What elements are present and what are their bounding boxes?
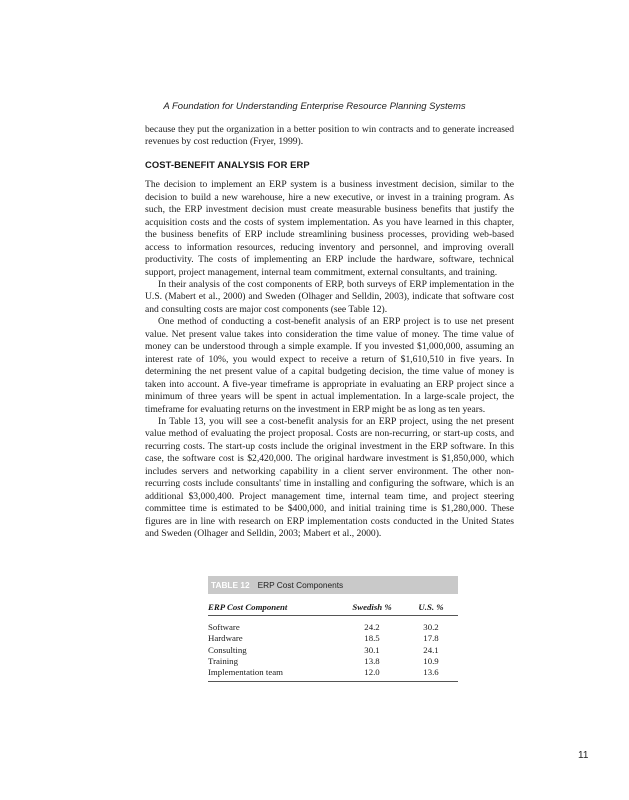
paragraph-continued: because they put the organization in a better position to win contracts and to generate increased revenues by cost reduction (Fryer, 1999). [145,124,514,148]
cell-component: Implementation team [208,667,340,682]
table-caption [208,576,458,594]
cell-us: 30.2 [423,622,439,632]
page-number: 11 [578,750,589,761]
table-label: TABLE 12 [211,580,250,590]
cost-table [208,600,458,682]
cell-swedish: 18.5 [364,633,380,644]
cell-us: 17.8 [423,633,439,644]
cell-us: 10.9 [423,655,439,666]
cell-component: Software [208,622,240,632]
paragraph-4: In Table 13, you will see a cost-benefit analysis for an ERP project, using the net present value method of evaluating the project proposal. Costs are non-recurring, or start-up costs, and recurring costs. The start-up costs include the original investment in the ERP software. In this case, the software cost is $2,420,000. The original hardware investment is $1,850,000, which includes servers and networking capability in a client server environment. The other non-recurring costs include consultants' time in installing and configuring the software, which is an additional $3,000,400. Project management time, internal team time, and project steering committee time is estimated to be $400,000, and initial training time is $1,280,000. These figures are in line with research on ERP implementation costs conducted in the United States and Sweden (Olhager and Selldin, 2003; Mabert et al., 2000). [145,415,514,540]
table-row [208,633,458,644]
header-us: U.S. % [404,600,458,616]
table-row [208,645,458,656]
table-row [208,656,458,667]
cell-swedish: 12.0 [340,667,404,682]
paragraph-2: In their analysis of the cost components of ERP, both surveys of ERP implementation in the U.S. (Mabert et al., 2000) and Sweden (Olhager and Selldin, 2003), indicate that software cost and consulting costs are major cost components (see Table 12). [145,278,514,315]
cell-swedish: 24.2 [364,622,380,632]
table-12 [208,576,458,682]
table-row [208,616,458,634]
table-row [208,667,458,682]
section-heading: COST-BENEFIT ANALYSIS FOR ERP [145,158,310,170]
header-swedish: Swedish % [340,600,404,616]
paragraph-1: The decision to implement an ERP system is a business investment decision, similar to the decision to build a new warehouse, hire a new executive, or invest in a training program. As such, the ERP investment decision must create measurable business benefits that justify the acquisition costs and the costs of system implementation. As you have learned in this chapter, the business benefits of ERP include streamlining business processes, providing web-based access to information resources, reducing inventory and personnel, and improving overall productivity. The costs of implementing an ERP include the hardware, software, technical support, project management, internal team commitment, external consultants, and training. [145,179,514,278]
cell-swedish: 30.1 [364,644,380,655]
table-header-row [208,600,458,616]
cell-component: Training [208,655,238,666]
cell-us: 13.6 [404,667,458,682]
cell-component: Consulting [208,644,247,655]
paragraph-3: One method of conducting a cost-benefit analysis of an ERP project is to use net present value. Net present value takes into consideration the time value of money. The time value of money can be understood through a simple example. If you invested $1,000,000, assuming an interest rate of 10%, you would expect to receive a return of $1,610,510 in five years. In determining the net present value of a capital budgeting decision, the time value of money is taken into account. A five-year timeframe is appropriate in evaluating an ERP project since a minimum of three years will be spent in actual implementation. In a large-scale project, the timeframe for evaluating returns on the investment in ERP might be as long as ten years. [145,316,514,415]
header-component: ERP Cost Component [208,600,340,616]
cell-swedish: 13.8 [364,655,380,666]
body-text [145,124,514,541]
table-title: ERP Cost Components [257,580,344,590]
cell-us: 24.1 [423,644,439,655]
cell-component: Hardware [208,633,243,644]
running-head: A Foundation for Understanding Enterprise Resource Planning Systems [163,101,466,112]
